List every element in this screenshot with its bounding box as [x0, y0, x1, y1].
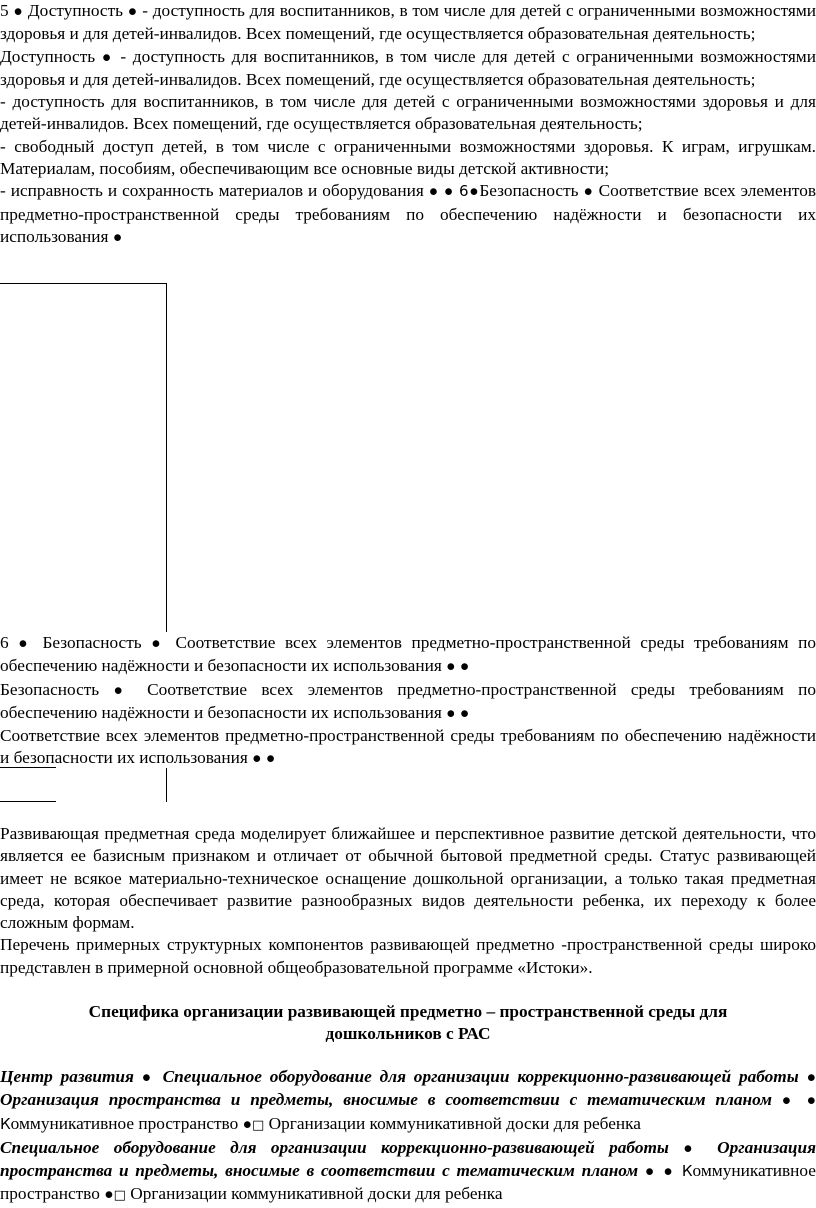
empty-frame — [0, 283, 167, 632]
paragraph: Перечень примерных структурных компонентов развивающей предметно -пространственной среды широко представлен в примерной основной общеобразовательной программе «Истоки». — [0, 935, 816, 977]
bullet-icon: ● — [13, 3, 24, 20]
paragraph-text: Специальное оборудование для организации коррекционно-развивающей работы — [0, 1137, 669, 1157]
term-label: Доступность — [0, 46, 96, 66]
bullet-icon: ● — [443, 183, 454, 201]
bullet-icon: ● — [446, 658, 456, 676]
bullet-icon: ● — [104, 1186, 114, 1204]
bullet-icon: ● — [242, 1115, 252, 1133]
bullet-icon: ● — [806, 1092, 816, 1110]
bullet-icon: ● — [459, 704, 470, 722]
term-label: Безопасность — [42, 633, 142, 652]
bullet-icon: ● — [101, 48, 114, 66]
bullet-icon: ● — [252, 750, 262, 768]
paragraph-text: Организация пространства и предметы, вносимые в соответствии с тематическим планом — [0, 1137, 816, 1181]
box-icon: □ — [113, 1188, 126, 1204]
page-number: 6 — [459, 182, 469, 201]
paragraph — [0, 0, 816, 46]
paragraph-text: - доступность для воспитанников, в том числе для детей с ограниченными возможностями здоровья и для детей-инвалидов. Всех помещений, где осуществляется образовательная деятельность; — [0, 1, 816, 44]
bullet-icon: ● — [806, 1069, 816, 1086]
bullet-icon: ● — [644, 1163, 657, 1181]
term-label: Безопасность — [479, 181, 579, 201]
paragraph-text: Соответствие всех элементов предметно-пространственной среды требованиям по обеспечению надёжности и безопасности их использования — [0, 726, 816, 768]
paragraph-text: Соответствие всех элементов предметно-пространственной среды требованиям по обеспечению надёжности и безопасности их использования — [0, 679, 816, 722]
paragraph-text: Организации коммуникативной доски для ребенка — [268, 1113, 641, 1133]
paragraph — [0, 180, 816, 249]
bullet-icon: ● — [459, 658, 470, 676]
bullet-icon: ● — [18, 635, 33, 652]
bullet-icon: ● — [468, 183, 480, 201]
safety-section — [0, 632, 816, 771]
paragraph — [0, 725, 816, 771]
term-label: Центр развития — [0, 1067, 134, 1086]
paragraph-text: оммуникативное пространство — [0, 1161, 816, 1204]
letter-k: К — [0, 1114, 11, 1133]
environment-section — [0, 823, 816, 979]
bullet-icon: ● — [781, 1092, 797, 1110]
bullet-icon: ● — [583, 183, 594, 201]
paragraph-text: - доступность для воспитанников, в том числе для детей с ограниченными возможностями здоровья и для детей-инвалидов. Всех помещений, где осуществляется образовательная деятельность; — [0, 46, 816, 89]
bullet-icon: ● — [663, 1163, 676, 1181]
paragraph: Развивающая предметная среда моделирует ближайшее и перспективное развитие детской деятельности, что является ее базисным признаком и отличает от обычной бытовой предметной среды. Статус развивающей имеет не всякое материально-техническое оснащение дошкольной организации, а только такая предметная среда, которая обеспечивает развитие разнообразных видов деятельности ребенка, их переходу к более сложным формам. — [0, 824, 816, 933]
heading-line: Специфика организации развивающей предметно – пространственной среды для — [88, 1002, 728, 1021]
paragraph-text: Соответствие всех элементов предметно-пространственной среды требованиям по обеспечению надёжности и безопасности их использования — [0, 181, 816, 246]
bullet-icon: ● — [141, 1069, 155, 1086]
term-label: Доступность — [27, 1, 124, 20]
paragraph-text: - исправность и сохранность материалов и оборудования — [0, 181, 424, 201]
divider — [0, 767, 56, 768]
heading-line: дошкольников с РАС — [325, 1024, 491, 1044]
page-number: 6 — [0, 633, 9, 652]
paragraph-text: оммуникативное пространство — [10, 1113, 239, 1133]
box-icon: □ — [251, 1117, 265, 1133]
bullet-icon: ● — [428, 183, 439, 201]
bullet-icon: ● — [683, 1139, 703, 1157]
divider — [0, 801, 56, 802]
bullet-icon: ● — [127, 3, 138, 20]
paragraph — [0, 46, 816, 92]
divider — [166, 768, 167, 802]
paragraph: - свободный доступ детей, в том числе с ограниченными возможностями здоровья. К играм, игрушкам. Материалам, пособиям, обеспечивающим все основные виды детской активности; — [0, 136, 816, 179]
page-number: 5 — [0, 1, 9, 20]
accessibility-section — [0, 0, 816, 249]
bullet-icon: ● — [446, 704, 456, 722]
paragraph-text: Специальное оборудование для организации коррекционно-развивающей работы — [162, 1067, 799, 1086]
bullet-icon: ● — [151, 635, 166, 652]
development-center-section — [0, 1066, 816, 1208]
letter-k: К — [681, 1162, 693, 1181]
paragraph: - доступность для воспитанников, в том числе для детей с ограниченными возможностями здоровья и для детей-инвалидов. Всех помещений, где осуществляется образовательная деятельность; — [0, 92, 816, 134]
bullet-icon: ● — [113, 681, 133, 699]
paragraph — [0, 679, 816, 726]
paragraph — [0, 632, 816, 679]
term-label: Безопасность — [0, 679, 100, 699]
paragraph-text: Организации коммуникативной доски для ребенка — [130, 1184, 503, 1204]
bullet-icon: ● — [265, 750, 276, 768]
paragraph — [0, 1137, 816, 1208]
paragraph-text: Организация пространства и предметы, вносимые в соответствии с тематическим планом — [0, 1090, 772, 1110]
bullet-icon: ● — [112, 228, 123, 246]
section-heading — [0, 1001, 816, 1046]
paragraph-text: Соответствие всех элементов предметно-пространственной среды требованиям по обеспечению надёжности и безопасности их использования — [0, 633, 816, 676]
paragraph — [0, 1066, 816, 1137]
